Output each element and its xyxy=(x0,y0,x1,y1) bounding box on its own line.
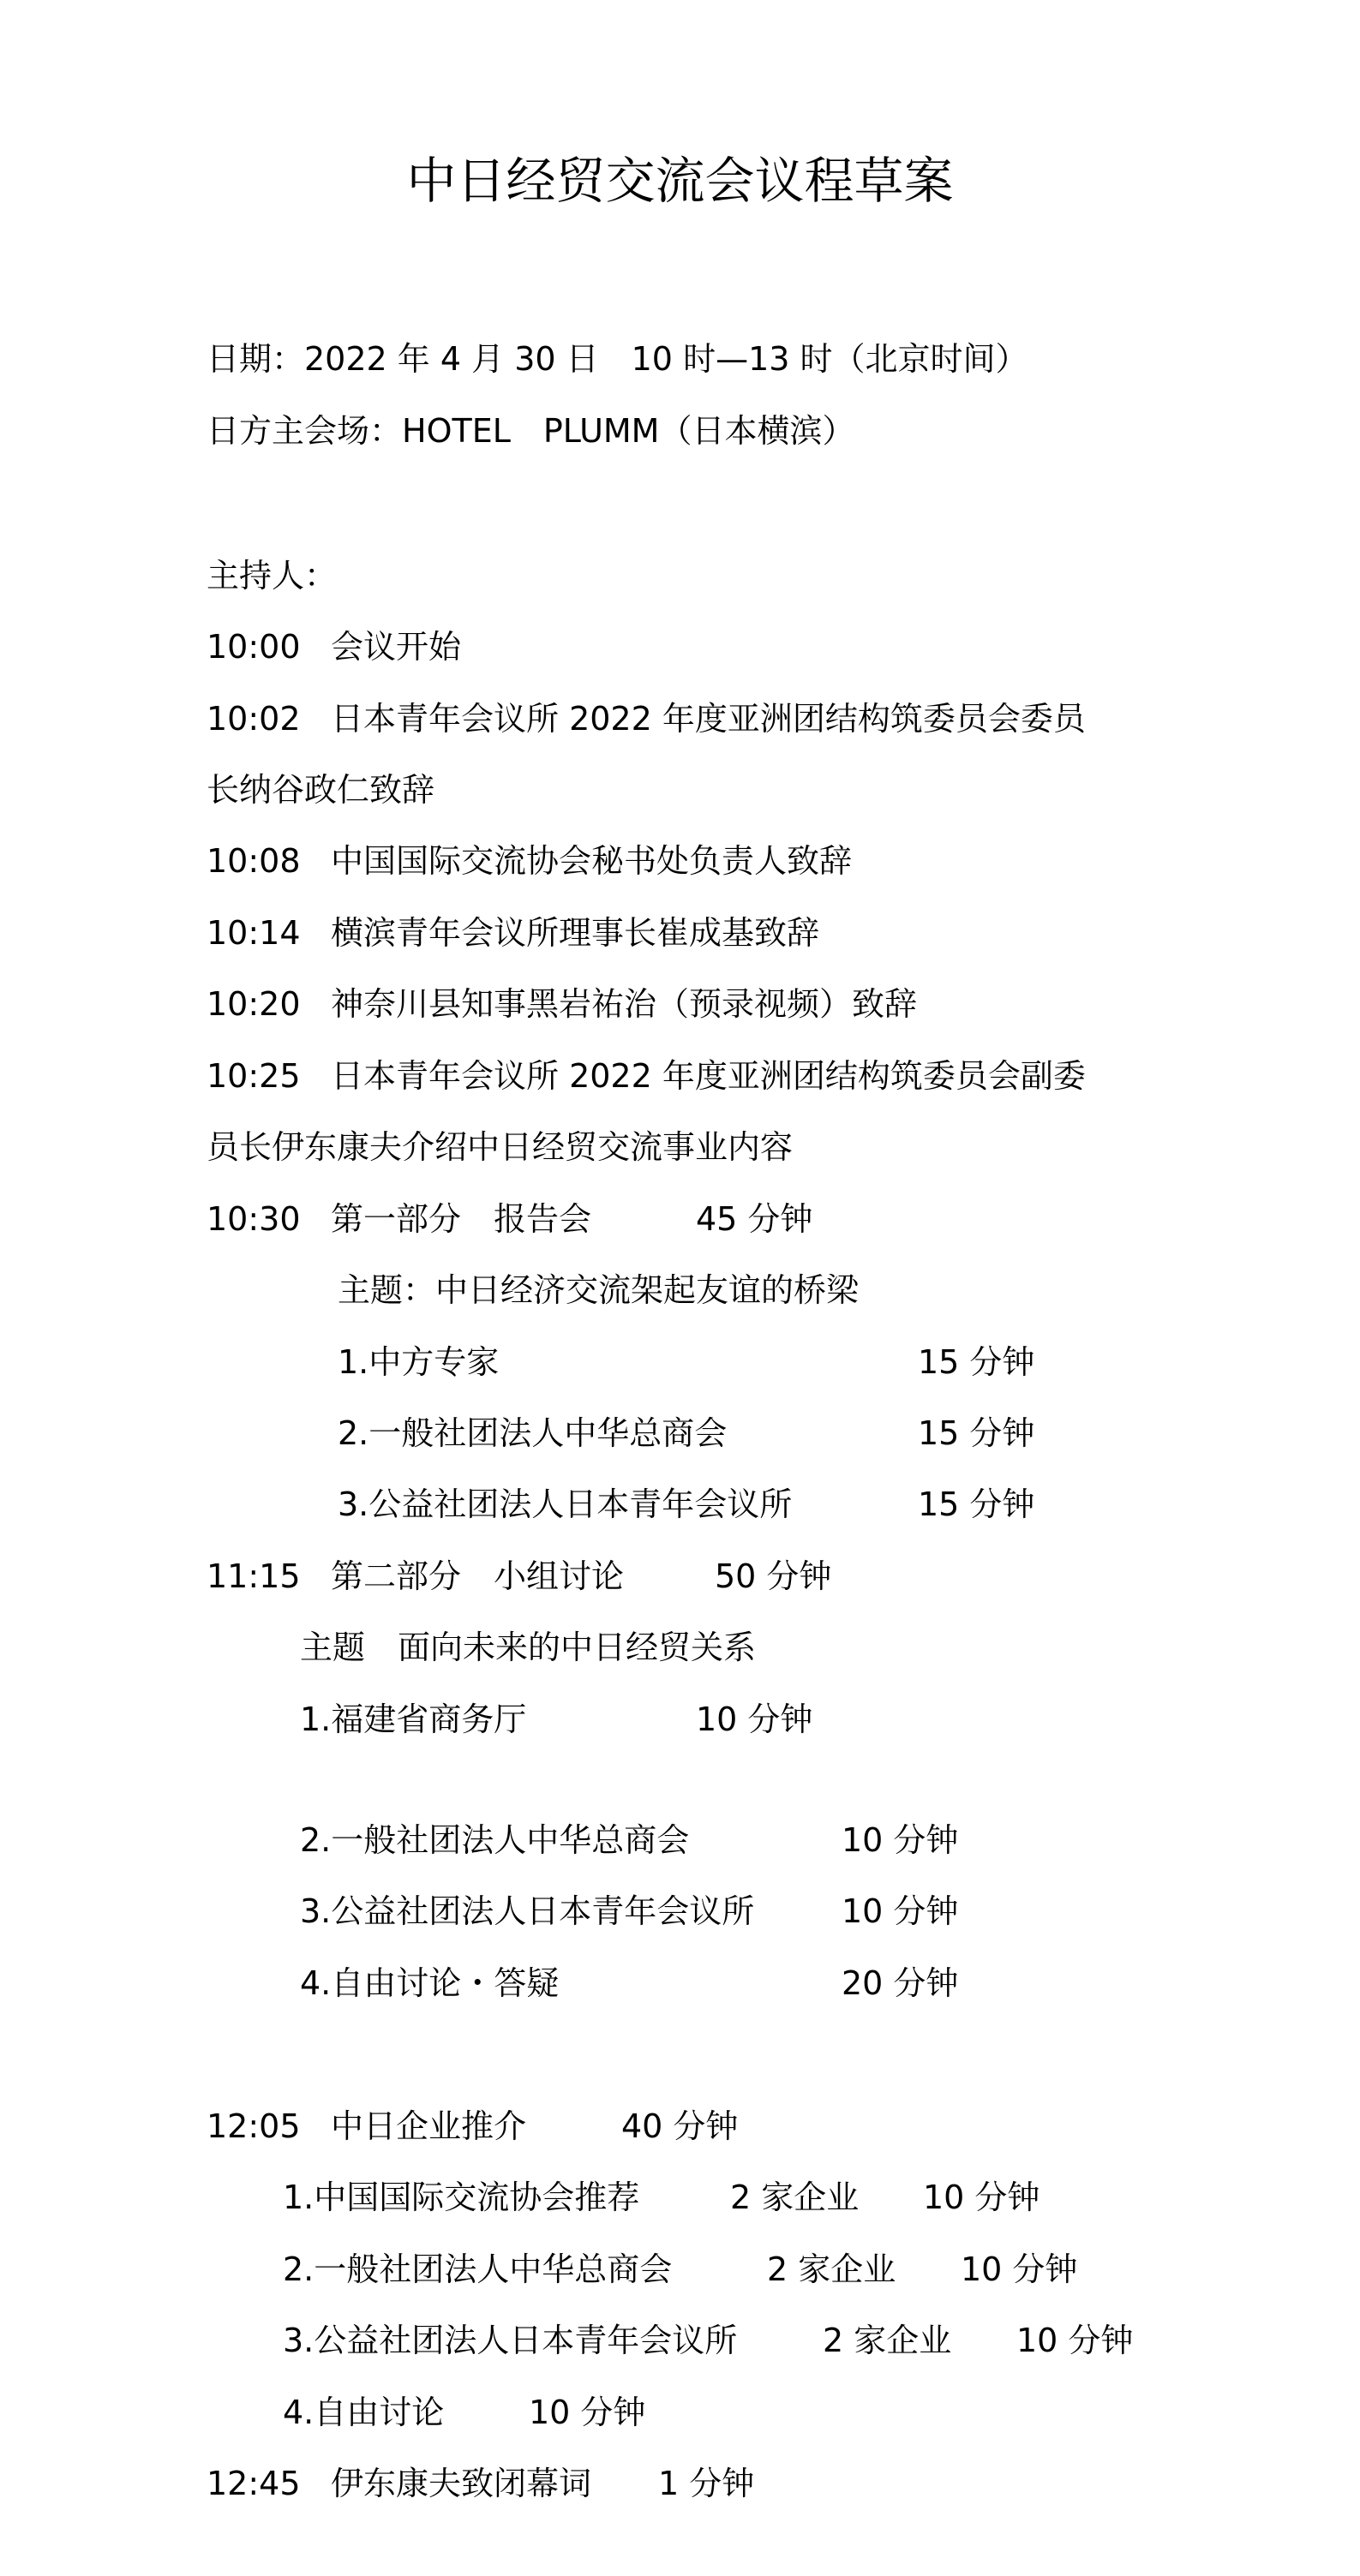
host-label: 主持人： xyxy=(207,557,338,595)
part2-theme: 主题 面向未来的中日经贸关系 xyxy=(300,1629,757,1666)
part1-item-duration: 15 分钟 xyxy=(918,1485,1035,1523)
part1-item-duration: 15 分钟 xyxy=(918,1414,1035,1452)
agenda-text: 日本青年会议所 2022 年度亚洲团结构筑委员会委员 xyxy=(331,700,1086,738)
part2-item-name: 3.公益社团法人日本青年会议所 xyxy=(300,1892,755,1930)
part2-time: 11:15 xyxy=(207,1557,301,1595)
part1-label: 第一部分 报告会 xyxy=(331,1200,592,1238)
agenda-time: 10:00 xyxy=(207,628,301,666)
part2-item-name: 2.一般社团法人中华总商会 xyxy=(300,1821,690,1859)
part3-item-name: 3.公益社团法人日本青年会议所 xyxy=(283,2322,738,2359)
closing-time: 12:45 xyxy=(207,2465,301,2502)
part2-label: 第二部分 小组讨论 xyxy=(331,1557,625,1595)
agenda-text-continued: 长纳谷政仁致辞 xyxy=(207,771,435,809)
part3-item-name: 2.一般社团法人中华总商会 xyxy=(283,2250,673,2288)
agenda-time: 10:20 xyxy=(207,985,301,1023)
agenda-time: 10:25 xyxy=(207,1057,301,1095)
closing-text: 伊东康夫致闭幕词 xyxy=(331,2465,592,2502)
agenda-text: 中国国际交流协会秘书处负责人致辞 xyxy=(331,842,853,880)
document-title: 中日经贸交流会议程草案 xyxy=(406,152,954,210)
part3-item-duration: 10 分钟 xyxy=(961,2250,1078,2288)
part2-item-duration: 10 分钟 xyxy=(842,1892,959,1930)
agenda-time: 10:08 xyxy=(207,842,301,880)
agenda-text: 日本青年会议所 2022 年度亚洲团结构筑委员会副委 xyxy=(331,1057,1086,1095)
part3-item-duration: 10 分钟 xyxy=(1016,2322,1134,2359)
closing-duration: 1 分钟 xyxy=(658,2465,755,2502)
part1-item-duration: 15 分钟 xyxy=(918,1343,1035,1381)
part2-item-duration: 10 分钟 xyxy=(842,1821,959,1859)
part3-item-name: 1.中国国际交流协会推荐 xyxy=(283,2179,640,2216)
part1-item-name: 2.一般社团法人中华总商会 xyxy=(338,1414,728,1452)
part3-item-count: 2 家企业 xyxy=(767,2250,896,2288)
agenda-time: 10:02 xyxy=(207,700,301,738)
part1-time: 10:30 xyxy=(207,1200,301,1238)
venue-line: 日方主会场：HOTEL PLUMM（日本横滨） xyxy=(207,412,855,450)
part2-item-duration: 10 分钟 xyxy=(696,1700,813,1738)
part3-time: 12:05 xyxy=(207,2107,301,2145)
part3-item-duration: 10 分钟 xyxy=(529,2394,646,2431)
part2-item-name: 4.自由讨论・答疑 xyxy=(300,1964,560,2002)
part1-item-name: 3.公益社团法人日本青年会议所 xyxy=(338,1485,793,1523)
part1-theme: 主题：中日经济交流架起友谊的桥梁 xyxy=(338,1271,860,1309)
part3-item-duration: 10 分钟 xyxy=(923,2179,1040,2216)
part3-duration: 40 分钟 xyxy=(621,2107,739,2145)
agenda-text: 会议开始 xyxy=(331,628,462,666)
part3-label: 中日企业推介 xyxy=(331,2107,527,2145)
part3-item-name: 4.自由讨论 xyxy=(283,2394,445,2431)
part2-item-name: 1.福建省商务厅 xyxy=(300,1700,527,1738)
agenda-text: 横滨青年会议所理事长崔成基致辞 xyxy=(331,914,820,952)
part1-duration: 45 分钟 xyxy=(696,1200,813,1238)
part3-item-count: 2 家企业 xyxy=(823,2322,952,2359)
date-line: 日期：2022 年 4 月 30 日 10 时—13 时（北京时间） xyxy=(207,340,1028,378)
agenda-text-continued: 员长伊东康夫介绍中日经贸交流事业内容 xyxy=(207,1128,794,1166)
agenda-text: 神奈川县知事黑岩祐治（预录视频）致辞 xyxy=(331,985,918,1023)
part3-item-count: 2 家企业 xyxy=(730,2179,860,2216)
part1-item-name: 1.中方专家 xyxy=(338,1343,500,1381)
part2-item-duration: 20 分钟 xyxy=(842,1964,959,2002)
part2-duration: 50 分钟 xyxy=(715,1557,832,1595)
agenda-time: 10:14 xyxy=(207,914,301,952)
